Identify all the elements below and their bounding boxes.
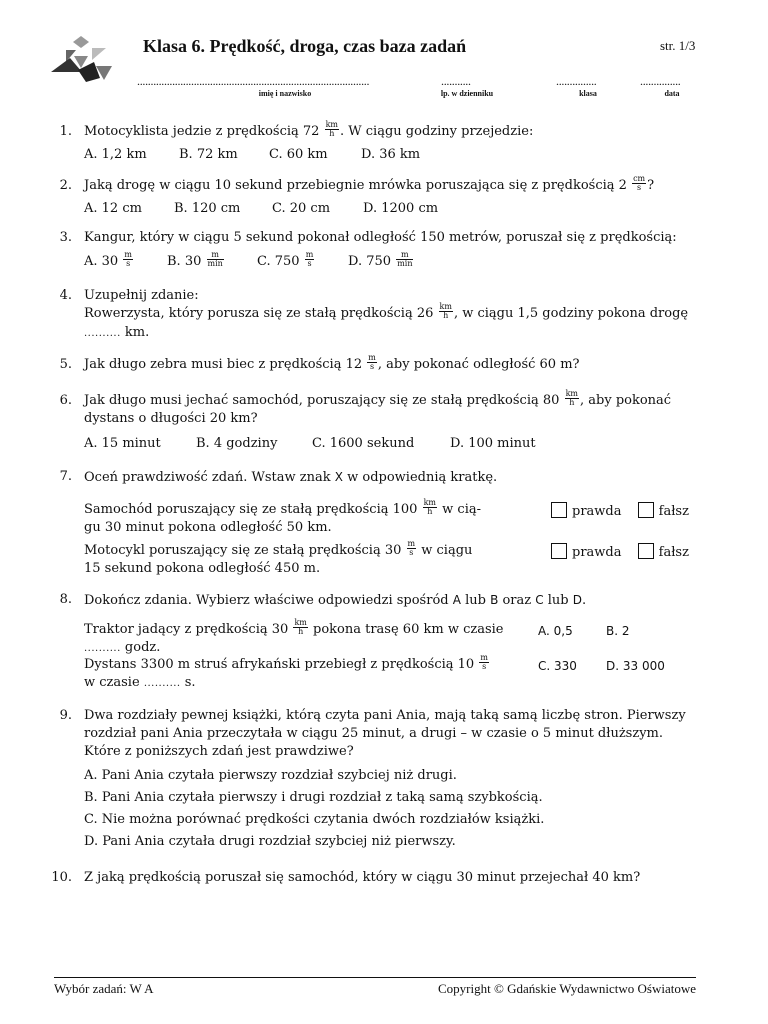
- question-text: [84, 389, 704, 410]
- question-number: 5.: [59, 357, 72, 372]
- question-text: [84, 353, 704, 374]
- field-number[interactable]: [441, 74, 493, 98]
- question-number: 9.: [59, 708, 72, 723]
- field-number-dots: ...........: [441, 74, 471, 88]
- unit-fraction: $\frac{cm}{s}$: [633, 174, 646, 192]
- answer-option-d[interactable]: D. Pani Ania czytała drugi rozdział szybciej niż pierwszy.: [84, 834, 456, 849]
- page-number: str. 1/3: [660, 38, 696, 53]
- field-name-label: imię i nazwisko: [258, 89, 312, 98]
- answer-blank[interactable]: ..........: [84, 643, 121, 654]
- footer-copyright: Copyright © Gdańskie Wydawnictwo Oświatowe: [438, 981, 696, 996]
- question-number: 10.: [51, 870, 72, 885]
- answer-option-c[interactable]: C. 60 km: [269, 147, 328, 162]
- field-date[interactable]: [640, 74, 704, 98]
- footer-divider: [54, 977, 696, 978]
- text: Jaką drogę w ciągu 10 sekund przebiegnie mrówka poruszająca się z prędkością 2: [84, 178, 627, 193]
- answer-option-d[interactable]: D. 750 $\frac{m}{\min}$: [348, 250, 413, 269]
- field-class-label: klasa: [579, 89, 597, 98]
- field-number-label: lp. w dzienniku: [440, 89, 494, 98]
- question-text: Dwa rozdziały pewnej książki, którą czyta pani Ania, mają taką samą liczbę stron. Pierwszy: [84, 708, 686, 723]
- publisher-logo: [48, 32, 116, 90]
- text: Motocyklista jedzie z prędkością 72: [84, 124, 320, 139]
- false-label: fałsz: [658, 545, 689, 560]
- answer-option-c[interactable]: C. 750 $\frac{m}{s}$: [257, 250, 314, 269]
- field-class[interactable]: [556, 74, 620, 98]
- text: Jak długo musi jechać samochód, poruszający się ze stałą prędkością 80: [84, 393, 560, 408]
- question-number: 7.: [59, 469, 72, 484]
- question-text: rozdział pani Ania przeczytała w ciągu 25 minut, a drugi – w czasie o 5 minut dłuższym.: [84, 726, 664, 741]
- answer-option-b[interactable]: B. 30 $\frac{m}{\min}$: [167, 250, 223, 269]
- choice-c[interactable]: C. 330: [538, 659, 577, 673]
- x-mark: X: [334, 470, 343, 484]
- choice-d[interactable]: D. 33 000: [606, 659, 665, 673]
- question-text: [84, 174, 704, 195]
- answer-option-a[interactable]: A. Pani Ania czytała pierwszy rozdział szybciej niż drugi.: [84, 768, 457, 783]
- unit-fraction: $\frac{km}{h}$: [439, 302, 452, 320]
- answer-option-c[interactable]: C. 20 cm: [272, 201, 331, 216]
- answer-option-a[interactable]: A. 15 minut: [84, 436, 161, 451]
- false-checkbox[interactable]: [638, 502, 654, 518]
- true-label: prawda: [572, 545, 622, 560]
- question-text: Oceń prawdziwość zdań. Wstaw znak X w odpowiednią kratkę.: [84, 470, 498, 485]
- question-text: Które z poniższych zdań jest prawdziwe?: [84, 744, 354, 759]
- field-date-label: data: [664, 89, 680, 98]
- text: . W ciągu godziny przejedzie:: [340, 124, 534, 139]
- question-number: 4.: [59, 288, 72, 303]
- answer-option-a[interactable]: A. 30 $\frac{m}{s}$: [84, 250, 132, 269]
- answer-option-b[interactable]: B. 4 godziny: [196, 436, 278, 451]
- question-text: Kangur, który w ciągu 5 sekund pokonał odległość 150 metrów, poruszał się z prędkością:: [84, 230, 677, 245]
- answer-blank[interactable]: ..........: [143, 678, 181, 689]
- answer-option-b[interactable]: B. 120 cm: [174, 201, 241, 216]
- text: km.: [120, 325, 150, 340]
- false-label: fałsz: [658, 504, 689, 519]
- footer-left: Wybór zadań: W A: [54, 981, 154, 996]
- answer-option-c[interactable]: C. 1600 sekund: [312, 436, 415, 451]
- unit-fraction: $\frac{km}{h}$: [325, 120, 339, 138]
- field-class-dots: ...............: [556, 74, 597, 88]
- question-text: Z jaką prędkością poruszał się samochód, który w ciągu 30 minut przejechał 40 km?: [84, 870, 641, 885]
- question-text: [84, 120, 704, 141]
- answer-option-a[interactable]: A. 12 cm: [84, 201, 142, 216]
- page-title: Klasa 6. Prędkość, droga, czas baza zadań: [143, 36, 467, 56]
- field-name-dots: ......................................................................................: [137, 74, 370, 88]
- unit-fraction: $\frac{m}{s}$: [368, 353, 376, 371]
- answer-option-d[interactable]: D. 36 km: [361, 147, 421, 162]
- false-checkbox[interactable]: [638, 543, 654, 559]
- question-number: 8.: [59, 592, 72, 607]
- question-number: 2.: [59, 178, 72, 193]
- answer-option-b[interactable]: B. Pani Ania czytała pierwszy i drugi rozdział z taką samą szybkością.: [84, 790, 543, 805]
- question-text: Dokończ zdania. Wybierz właściwe odpowiedzi spośród A lub B oraz C lub D.: [84, 593, 587, 608]
- answer-option-d[interactable]: D. 1200 cm: [363, 201, 439, 216]
- text: ?: [647, 178, 655, 193]
- true-checkbox[interactable]: [551, 543, 567, 559]
- answer-option-d[interactable]: D. 100 minut: [450, 436, 536, 451]
- answer-option-a[interactable]: A. 1,2 km: [84, 147, 147, 162]
- answer-option-b[interactable]: B. 72 km: [179, 147, 238, 162]
- choice-a[interactable]: A. 0,5: [538, 624, 573, 638]
- question-text: Uzupełnij zdanie:: [84, 288, 199, 303]
- question-text-cont: dystans o długości 20 km?: [84, 411, 258, 426]
- text: Jak długo zebra musi biec z prędkością 12: [84, 357, 363, 372]
- text: , aby pokonać odległość 60 m?: [377, 357, 580, 372]
- true-checkbox[interactable]: [551, 502, 567, 518]
- answer-option-c[interactable]: C. Nie można porównać prędkości czytania dwóch rozdziałów książki.: [84, 812, 545, 827]
- true-false-group: [551, 543, 689, 562]
- true-false-group: [551, 502, 689, 521]
- text: Rowerzysta, który porusza się ze stałą prędkością 26: [84, 306, 434, 321]
- field-name[interactable]: [137, 74, 433, 98]
- text: , w ciągu 1,5 godziny pokona drogę: [453, 306, 689, 321]
- question-number: 3.: [59, 230, 72, 245]
- true-label: prawda: [572, 504, 622, 519]
- field-date-dots: ...............: [640, 74, 681, 88]
- text: , aby pokonać: [580, 393, 672, 408]
- question-number: 1.: [59, 124, 72, 139]
- choice-b[interactable]: B. 2: [606, 624, 630, 638]
- answer-blank[interactable]: ..........: [84, 328, 121, 339]
- unit-fraction: $\frac{km}{h}$: [565, 389, 578, 407]
- question-number: 6.: [59, 393, 72, 408]
